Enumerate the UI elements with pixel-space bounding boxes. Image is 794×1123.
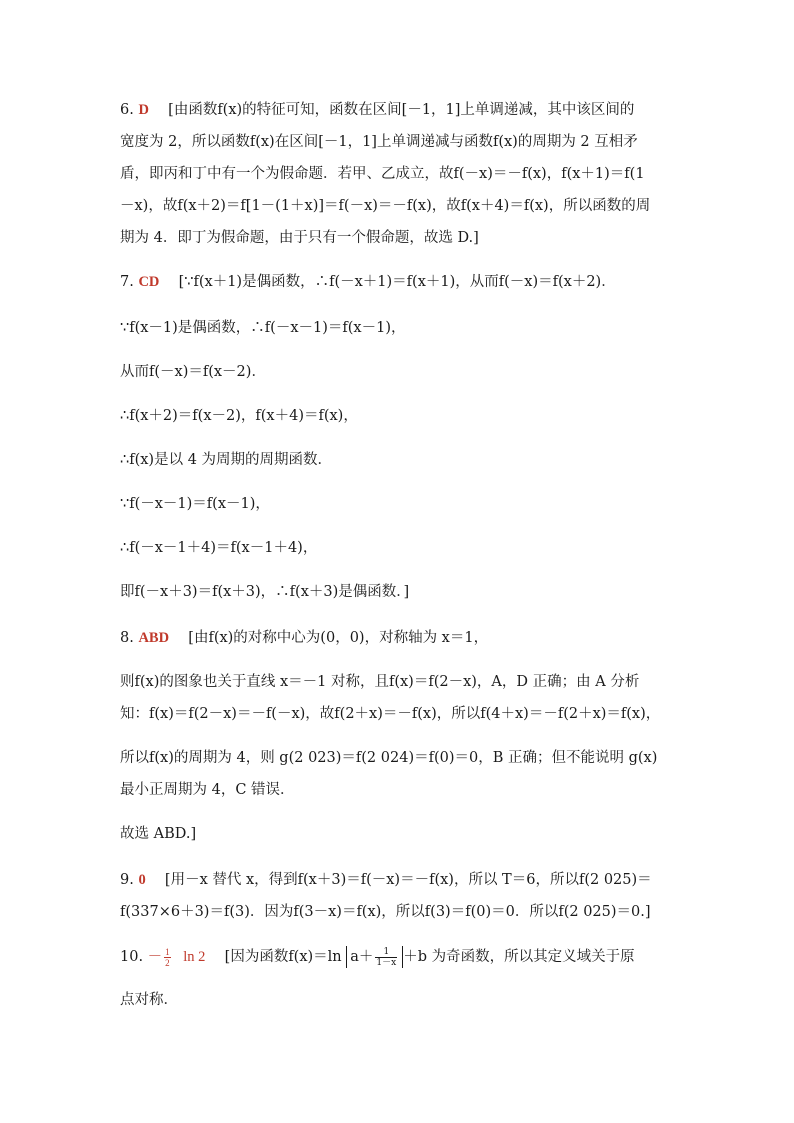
q8-line-3: 知：f(x)＝f(2－x)＝－f(－x)，故f(2＋x)＝－f(x)，所以f(4＋x)＝－f(2＋x)＝f(x)， bbox=[120, 706, 661, 722]
q8-line-6: 故选 ABD.] bbox=[120, 826, 197, 842]
q10-answer-numerator: 1 bbox=[165, 946, 170, 957]
q8-answer: ABD bbox=[138, 630, 170, 646]
q10-abs-denominator: 1－x bbox=[376, 957, 397, 968]
q6-line-4: －x)，故f(x＋2)＝f[1－(1＋x)]＝f(－x)＝－f(x)，故f(x＋4)＝f(x)，所以函数的周 bbox=[120, 198, 651, 214]
q9-answer: 0 bbox=[138, 872, 146, 888]
q10-number: 10. bbox=[120, 949, 144, 965]
q6-line-5: 期为 4．即丁为假命题，由于只有一个假命题，故选 D.] bbox=[120, 230, 479, 246]
q10-answer-denominator: 2 bbox=[165, 957, 170, 968]
q7-line-4: ∴f(x＋2)＝f(x－2)，f(x＋4)＝f(x)， bbox=[120, 408, 358, 424]
q9-number: 9. bbox=[120, 872, 134, 888]
q8-line-2: 则f(x)的图象也关于直线 x＝－1 对称，且f(x)＝f(2－x)，A，D 正确；由 A 分析 bbox=[120, 674, 640, 690]
q8-number: 8. bbox=[120, 630, 134, 646]
q10-answer-ln: ln 2 bbox=[183, 949, 206, 965]
q10-abs-a: a＋ bbox=[350, 949, 374, 965]
q10-text-after: ＋b 为奇函数，所以其定义域关于原 bbox=[403, 949, 635, 965]
q9-line-1 bbox=[120, 870, 676, 890]
q6-line-3: 盾，即丙和丁中有一个为假命题．若甲、乙成立，故f(－x)＝－f(x)，f(x＋1)＝f(1 bbox=[120, 166, 645, 182]
q6-answer: D bbox=[138, 102, 149, 118]
q8-line-1 bbox=[120, 628, 676, 648]
q10-answer-sign: － bbox=[147, 949, 163, 965]
q10-abs-numerator: 1 bbox=[375, 947, 397, 958]
q6-line-2: 宽度为 2，所以函数f(x)在区间[－1，1]上单调递减与函数f(x)的周期为 2 互相矛 bbox=[120, 134, 638, 150]
q6-number: 6. bbox=[120, 102, 134, 118]
q8-text: [由f(x)的对称中心为(0，0)，对称轴为 x＝1， bbox=[188, 630, 489, 646]
q7-line-8: 即f(－x＋3)＝f(x＋3)，∴f(x＋3)是偶函数．] bbox=[120, 584, 410, 600]
q9-text: [用－x 替代 x，得到f(x＋3)＝f(－x)＝－f(x)，所以 T＝6，所以f(2 025)＝ bbox=[164, 872, 652, 888]
q7-line-2: ∵f(x－1)是偶函数，∴f(－x－1)＝f(x－1)， bbox=[120, 320, 406, 336]
q6-line-1 bbox=[120, 100, 676, 120]
q7-answer: CD bbox=[138, 274, 160, 290]
q8-line-5: 最小正周期为 4，C 错误． bbox=[120, 782, 295, 798]
q7-line-5: ∴f(x)是以 4 为周期的周期函数． bbox=[120, 452, 333, 468]
q6-text: [由函数f(x)的特征可知，函数在区间[－1，1]上单调递减，其中该区间的 bbox=[168, 102, 635, 118]
q7-number: 7. bbox=[120, 274, 134, 290]
q8-line-4: 所以f(x)的周期为 4，则 g(2 023)＝f(2 024)＝f(0)＝0，B 正确；但不能说明 g(x) bbox=[120, 750, 658, 766]
q10-abs-fraction bbox=[375, 947, 397, 968]
q7-text: [∵f(x＋1)是偶函数，∴f(－x＋1)＝f(x＋1)，从而f(－x)＝f(x＋2)． bbox=[178, 274, 616, 290]
q10-absolute-value bbox=[346, 946, 403, 968]
q7-line-6: ∵f(－x－1)＝f(x－1)， bbox=[120, 496, 270, 512]
q10-line-1 bbox=[120, 944, 676, 970]
q7-line-7: ∴f(－x－1＋4)＝f(x－1＋4)， bbox=[120, 540, 318, 556]
q7-line-1 bbox=[120, 272, 676, 292]
q10-line-2: 点对称． bbox=[120, 992, 178, 1008]
q10-text-before: [因为函数f(x)＝ln bbox=[224, 949, 342, 965]
q9-line-2: f(337×6＋3)＝f(3)．因为f(3－x)＝f(x)，所以f(3)＝f(0)＝0．所以f(2 025)＝0.] bbox=[120, 904, 651, 920]
q7-line-3: 从而f(－x)＝f(x－2)． bbox=[120, 364, 266, 380]
q10-answer-fraction bbox=[164, 947, 171, 968]
